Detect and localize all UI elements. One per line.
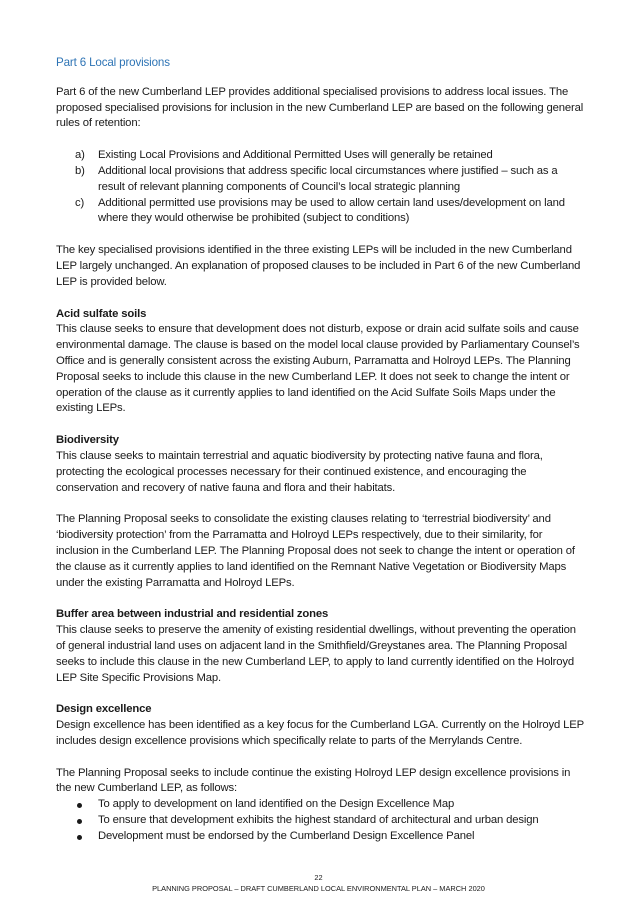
list-marker: b): [75, 164, 85, 177]
bullet-item: [56, 829, 584, 845]
acid-sulfate-paragraph: This clause seeks to ensure that development does not disturb, expose or drain acid sulfate soils and cause environmental damage. The clause is based on the model local clause provided by Parliamentary Counsel’s Office and is generally consistent across the existing Auburn, Parramatta and Holroyd LEPs. The Planning Proposal seeks to include this clause in the new Cumberland LEP. It does not seek to change the intent or operation of the clause as it currently applies to land identified on the Acid Sulfate Soils Maps under the existing LEPs.: [56, 323, 580, 415]
bullet-item: [56, 797, 584, 813]
acid-sulfate-heading: Acid sulfate soils: [56, 307, 147, 320]
buffer-area-paragraph: This clause seeks to preserve the amenity of existing residential dwellings, without preventing the operation of general industrial land uses on adjacent land in the Smithfield/Greystanes area. The Planning Proposal seeks to include this clause in the new Cumberland LEP, to apply to land currently identified on the Holroyd LEP Site Specific Provisions Map.: [56, 624, 576, 684]
list-item-text: Additional permitted use provisions may be used to allow certain land uses/development on land where they would otherwise be prohibited (subject to conditions): [98, 196, 565, 225]
bullet-dot-icon: [77, 819, 82, 824]
list-item-text: Additional local provisions that address specific local circumstances where justified – such as a result of relevant planning components of Council’s local strategic planning: [98, 164, 558, 193]
page-number: 22: [314, 873, 323, 882]
design-excellence-paragraph-2: The Planning Proposal seeks to include continue the existing Holroyd LEP design excellence provisions in the new Cumberland LEP, as follows:: [56, 766, 571, 795]
intro-paragraph: Part 6 of the new Cumberland LEP provides additional specialised provisions to address local issues. The proposed specialised provisions for inclusion in the new Cumberland LEP are based on the following general rules of retention:: [56, 85, 584, 130]
list-item: [56, 196, 584, 228]
biodiversity-heading: Biodiversity: [56, 434, 119, 447]
design-excellence-bullets: [56, 797, 584, 844]
bullet-dot-icon: [77, 835, 82, 840]
list-marker: a): [75, 149, 85, 162]
list-item-text: Existing Local Provisions and Additional Permitted Uses will generally be retained: [98, 149, 493, 162]
design-excellence-paragraph-1: Design excellence has been identified as a key focus for the Cumberland LGA. Currently on the Holroyd LEP includes design excellence provisions which specifically relate to parts of the Merrylands Centre.: [56, 719, 584, 747]
list-item: [56, 148, 584, 164]
bullet-text: Development must be endorsed by the Cumberland Design Excellence Panel: [98, 829, 475, 842]
bullet-dot-icon: [77, 803, 82, 808]
list-item: [56, 164, 584, 196]
buffer-area-heading: Buffer area between industrial and residential zones: [56, 608, 329, 621]
page-content: [56, 55, 584, 845]
bullet-text: To ensure that development exhibits the highest standard of architectural and urban design: [98, 814, 539, 827]
key-provisions-paragraph: The key specialised provisions identified in the three existing LEPs will be included in the new Cumberland LEP largely unchanged. An explanation of proposed clauses to be included in Part 6 of the new Cumberland LEP is provided below.: [56, 244, 581, 288]
section-heading: Part 6 Local provisions: [56, 56, 170, 69]
biodiversity-paragraph-2: The Planning Proposal seeks to consolidate the existing clauses relating to ‘terrestrial biodiversity’ and ‘biodiversity protection’ from the Parramatta and Holroyd LEPs respectively, due to their similarity, for inclusion in the Cumberland LEP. The Planning Proposal does not seek to change the intent or operation of the clause as it currently applies to land identified on the Remnant Native Vegetation or Biodiversity Maps under the existing Parramatta and Holroyd LEPs.: [56, 513, 575, 589]
bullet-text: To apply to development on land identified on the Design Excellence Map: [98, 798, 455, 811]
list-marker: c): [75, 196, 85, 209]
design-excellence-heading: Design excellence: [56, 703, 152, 716]
footer-title: PLANNING PROPOSAL – DRAFT CUMBERLAND LOCAL ENVIRONMENTAL PLAN – MARCH 2020: [152, 884, 485, 893]
bullet-item: [56, 813, 584, 829]
biodiversity-paragraph-1: This clause seeks to maintain terrestrial and aquatic biodiversity by protecting native fauna and flora, protecting the ecological processes necessary for their continued existence, and encouraging the conservation and recovery of native fauna and flora and their habitats.: [56, 449, 543, 494]
retention-rules-list: [56, 148, 584, 227]
